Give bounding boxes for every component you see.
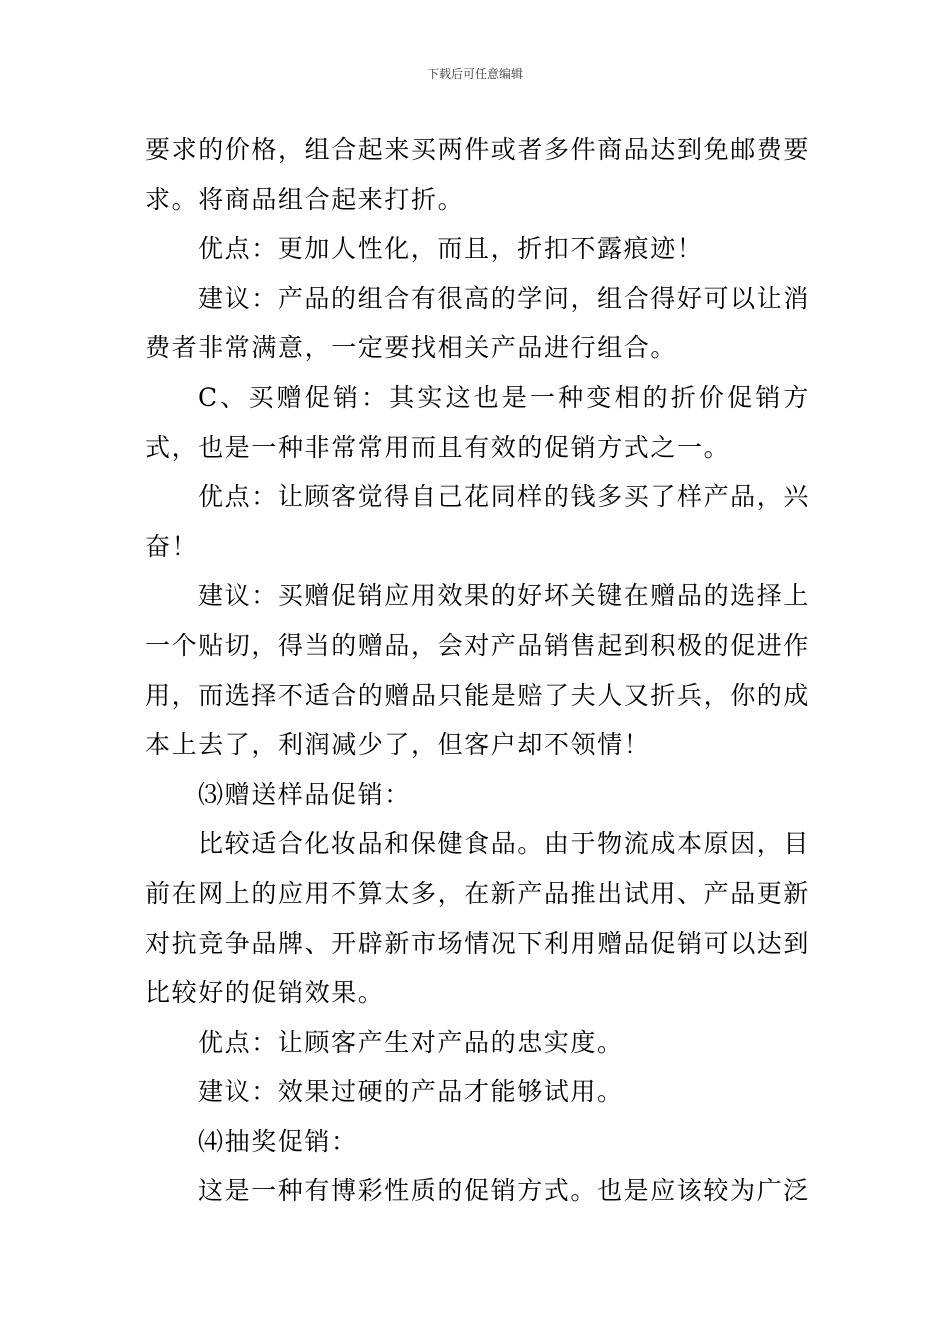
paragraph-7: ⑶赠送样品促销： [198,779,411,809]
paragraph-2: 优点：更加人性化，而且，折扣不露痕迹！ [198,234,704,264]
paragraph-1: 要求的价格，组合起来买两件或者多件商品达到免邮费要求。将商品组合起来打折。 [145,135,811,214]
paragraph-3: 建议：产品的组合有很高的学问，组合得好可以让消费者非常满意，一定要找相关产品进行组合。 [145,283,810,363]
paragraph-4: C、买赠促销：其实这也是一种变相的折价促销方式，也是一种非常常用而且有效的促销方式之一。 [145,382,810,462]
paragraph-5: 优点：让顾客觉得自己花同样的钱多买了样产品，兴奋！ [145,482,810,561]
paragraph-10: 建议：效果过硬的产品才能够试用。 [198,1077,624,1107]
body-text [145,125,810,1216]
paragraph-9: 优点：让顾客产生对产品的忠实度。 [198,1027,624,1057]
paragraph-11: ⑷抽奖促销： [198,1126,358,1156]
page-header: 下载后可任意编辑 [426,67,523,81]
paragraph-6: 建议：买赠促销应用效果的好坏关键在赠品的选择上一个贴切，得当的赠品，会对产品销售起到积极的促进作用，而选择不适合的赠品只能是赔了夫人又折兵，你的成本上去了，利润减少了，但客户却不领情！ [145,581,811,760]
paragraph-8: 比较适合化妆品和保健食品。由于物流成本原因，目前在网上的应用不算太多，在新产品推出试用、产品更新对抗竞争品牌、开辟新市场情况下利用赠品促销可以达到比较好的促销效果。 [145,829,811,1008]
paragraph-12: 这是一种有博彩性质的促销方式。也是应该较为广泛 [198,1176,810,1206]
